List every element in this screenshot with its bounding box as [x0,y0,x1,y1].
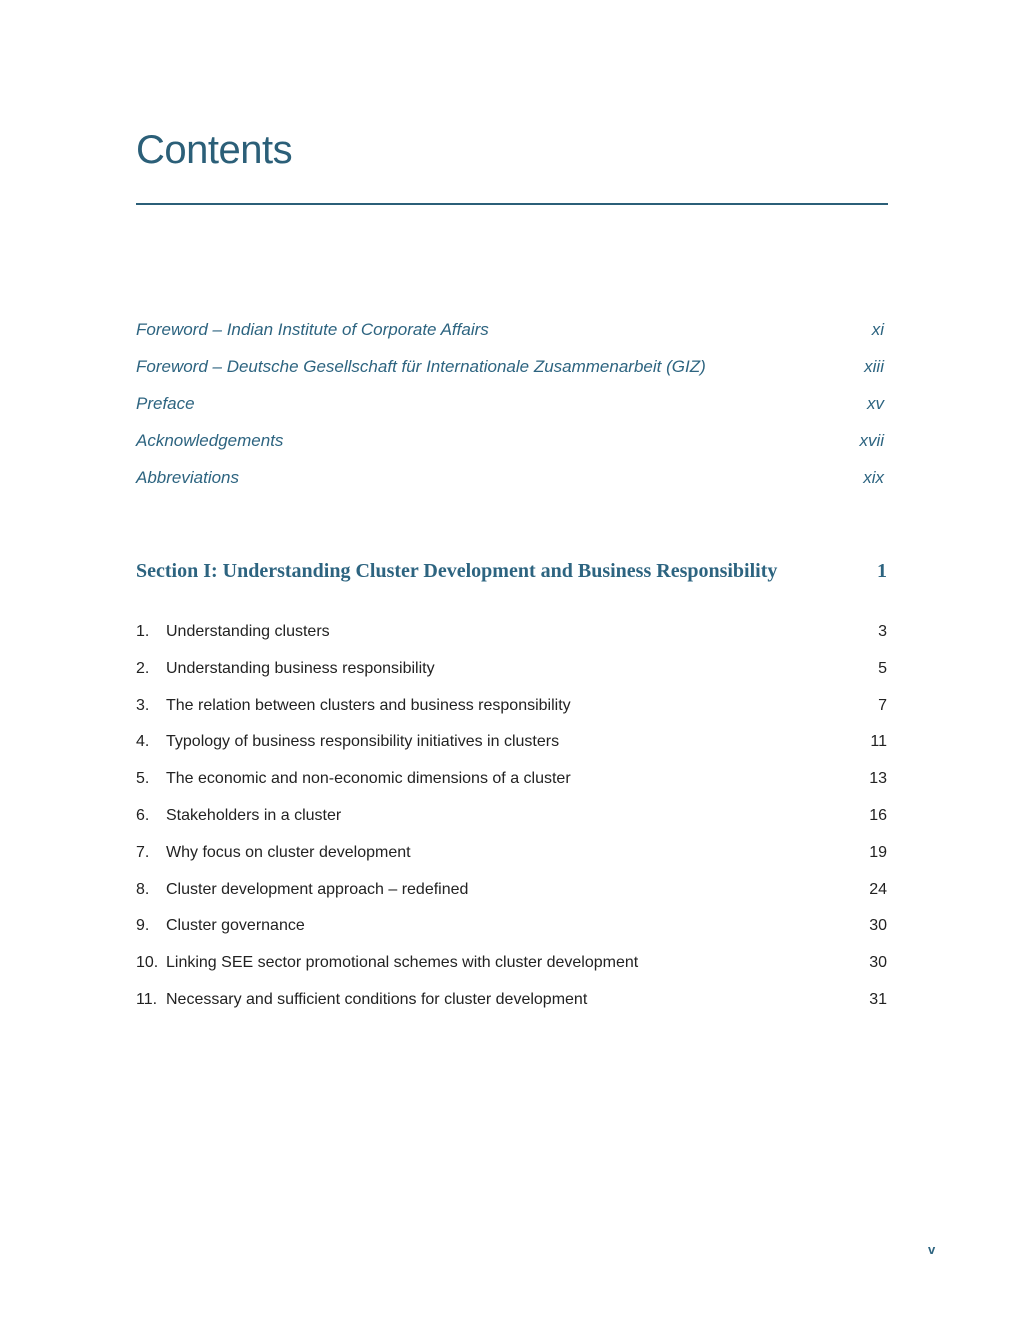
chapter-page-number: 11 [870,733,887,751]
toc-chapter-10[interactable] [136,948,888,985]
chapter-page-number: 3 [878,623,887,640]
chapter-title: Necessary and sufficient conditions for cluster development [166,990,588,1008]
chapter-number: 5. [136,770,150,788]
chapter-list [136,617,888,1022]
toc-chapter-7[interactable] [136,838,888,875]
toc-entry-page-number: xiii [864,357,884,376]
chapter-number: 9. [136,917,150,935]
chapter-page-number: 7 [878,696,887,714]
toc-entry-foreword-iica[interactable] [136,315,888,352]
page-title: Contents [136,128,293,172]
toc-entry-label: Preface [136,394,195,413]
chapter-page-number: 13 [869,770,887,788]
chapter-title: Why focus on cluster development [166,843,411,861]
toc-entry-preface[interactable] [136,389,888,426]
chapter-number: 3. [136,696,150,714]
front-matter-list [136,315,888,500]
chapter-title: Typology of business responsibility initiatives in clusters [166,733,560,751]
toc-entry-page-number: xv [867,394,884,413]
toc-entry-label: Foreword – Indian Institute of Corporate Affairs [136,320,489,339]
chapter-title: Understanding business responsibility [166,659,435,677]
toc-entry-page-number: xvii [859,431,884,450]
section-title: Section I: Understanding Cluster Development and Business Responsibility [136,560,778,582]
chapter-number: 7. [136,843,150,861]
chapter-page-number: 30 [869,917,887,935]
chapter-number: 11. [136,990,158,1008]
toc-chapter-3[interactable] [136,691,888,728]
chapter-number: 6. [136,806,150,824]
toc-entry-abbreviations[interactable] [136,463,888,500]
chapter-page-number: 16 [869,806,887,824]
toc-chapter-5[interactable] [136,764,888,801]
chapter-title: The relation between clusters and business responsibility [166,696,571,714]
toc-chapter-2[interactable] [136,654,888,691]
chapter-page-number: 31 [869,990,887,1008]
toc-section-heading[interactable] [136,556,888,588]
chapter-number: 2. [136,659,150,677]
section-page-number: 1 [877,560,887,582]
chapter-page-number: 24 [869,880,887,898]
toc-chapter-1[interactable] [136,617,888,654]
page-folio: v [928,1242,936,1257]
toc-chapter-6[interactable] [136,801,888,838]
chapter-number: 1. [136,623,150,640]
chapter-number: 4. [136,733,150,751]
toc-entry-label: Acknowledgements [136,431,284,450]
chapter-number: 8. [136,880,150,898]
toc-chapter-9[interactable] [136,911,888,948]
toc-chapter-11[interactable] [136,985,888,1022]
chapter-title: Cluster development approach – redefined [166,880,469,898]
chapter-title: Linking SEE sector promotional schemes with cluster development [166,954,639,972]
chapter-title: Cluster governance [166,917,305,935]
chapter-page-number: 30 [869,954,887,972]
toc-entry-label: Abbreviations [136,468,240,487]
toc-entry-page-number: xix [863,468,884,487]
toc-entry-foreword-giz[interactable] [136,352,888,389]
chapter-title: Stakeholders in a cluster [166,806,342,824]
chapter-title: Understanding clusters [166,623,330,640]
chapter-page-number: 19 [869,843,887,861]
chapter-title: The economic and non-economic dimensions of a cluster [166,770,571,788]
chapter-number: 10. [136,954,159,972]
toc-chapter-4[interactable] [136,727,888,764]
title-divider [136,203,888,205]
toc-entry-acknowledgements[interactable] [136,426,888,463]
chapter-page-number: 5 [878,659,887,677]
toc-entry-label: Foreword – Deutsche Gesellschaft für Internationale Zusammenarbeit (GIZ) [136,357,706,376]
toc-entry-page-number: xi [871,320,884,339]
toc-chapter-8[interactable] [136,875,888,912]
